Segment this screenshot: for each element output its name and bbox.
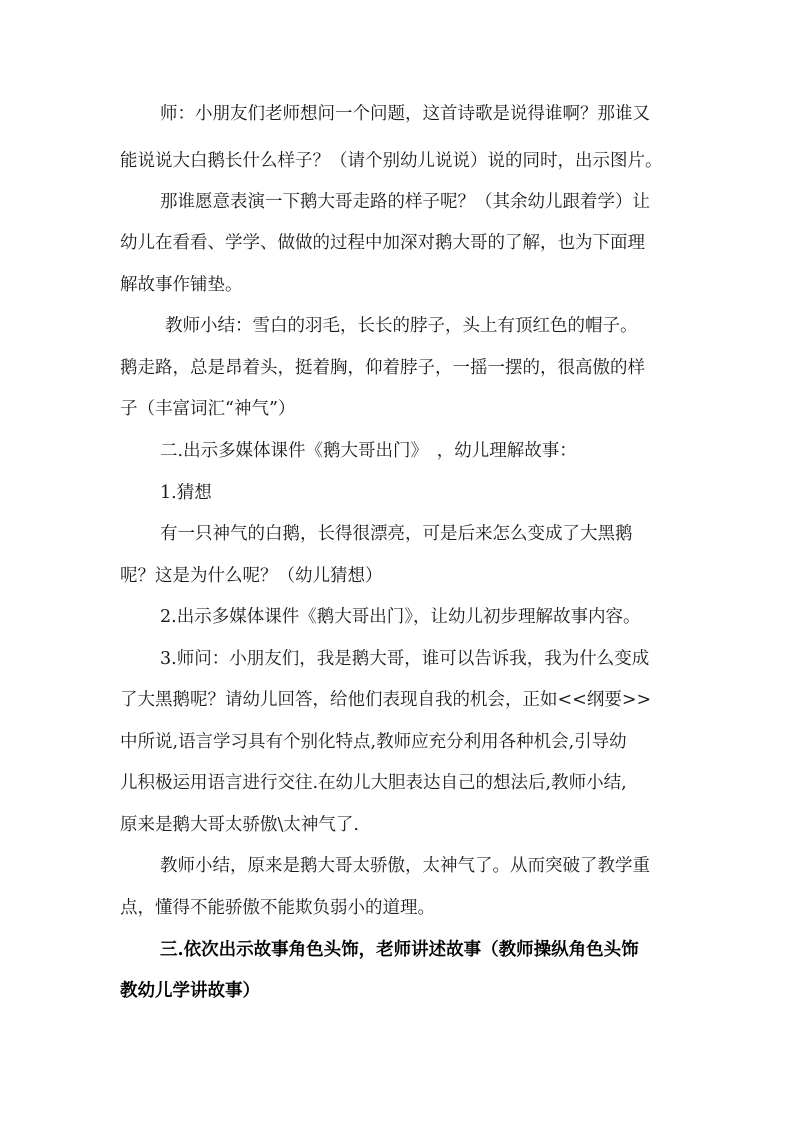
paragraph-2-line-1: 那谁愿意表演一下鹅大哥走路的样子呢？（其余幼儿跟着学）让 [160,192,650,212]
paragraph-4-line-1: 有一只神气的白鹅，长得很漂亮，可是后来怎么变成了大黑鹅 [160,524,633,544]
item-3-line-2: 了大黑鹅呢？请幼儿回答，给他们表现自我的机会，正如<<纲要>> [120,690,652,710]
item-3-line-5: 原来是鹅大哥太骄傲\太神气了. [120,815,359,835]
paragraph-2-line-3: 解故事作铺垫。 [120,275,243,295]
paragraph-2-line-2: 幼儿在看看、学学、做做的过程中加深对鹅大哥的了解，也为下面理 [120,233,645,253]
paragraph-3-line-1: 教师小结：雪白的羽毛，长长的脖子，头上有顶红色的帽子。 [165,316,638,336]
item-3-line-3: 中所说,语言学习具有个别化特点,教师应充分利用各种机会,引导幼 [120,732,627,752]
paragraph-4-line-2: 呢？这是为什么呢？（幼儿猜想） [120,566,383,586]
paragraph-1-line-1: 师：小朋友们老师想问一个问题，这首诗歌是说得谁啊？那谁又 [160,104,650,124]
paragraph-5-line-2: 点，懂得不能骄傲不能欺负弱小的道理。 [120,898,435,918]
section-3-heading-line-2: 教幼儿学讲故事） [120,981,260,1001]
item-1-heading: 1.猜想 [160,483,212,503]
section-2-heading: 二.出示多媒体课件《鹅大哥出门》 ，幼儿理解故事： [160,441,577,461]
section-3-heading-line-1: 三.依次出示故事角色头饰，老师讲述故事（教师操纵角色头饰 [160,940,639,960]
item-3-line-1: 3.师问：小朋友们，我是鹅大哥，谁可以告诉我，我为什么变成 [160,649,650,669]
item-3-line-4: 儿积极运用语言进行交往.在幼儿大胆表达自己的想法后,教师小结, [120,773,627,793]
item-2: 2.出示多媒体课件《鹅大哥出门》，让幼儿初步理解故事内容。 [160,607,641,627]
paragraph-5-line-1: 教师小结，原来是鹅大哥太骄傲，太神气了。从而突破了教学重 [160,856,650,876]
paragraph-3-line-3: 子（丰富词汇“神气”） [120,399,296,419]
paragraph-1-line-2: 能说说大白鹅长什么样子？（请个别幼儿说说）说的同时，出示图片。 [120,151,663,171]
paragraph-3-line-2: 鹅走路，总是昂着头，挺着胸，仰着脖子，一摇一摆的，很高傲的样 [120,358,645,378]
